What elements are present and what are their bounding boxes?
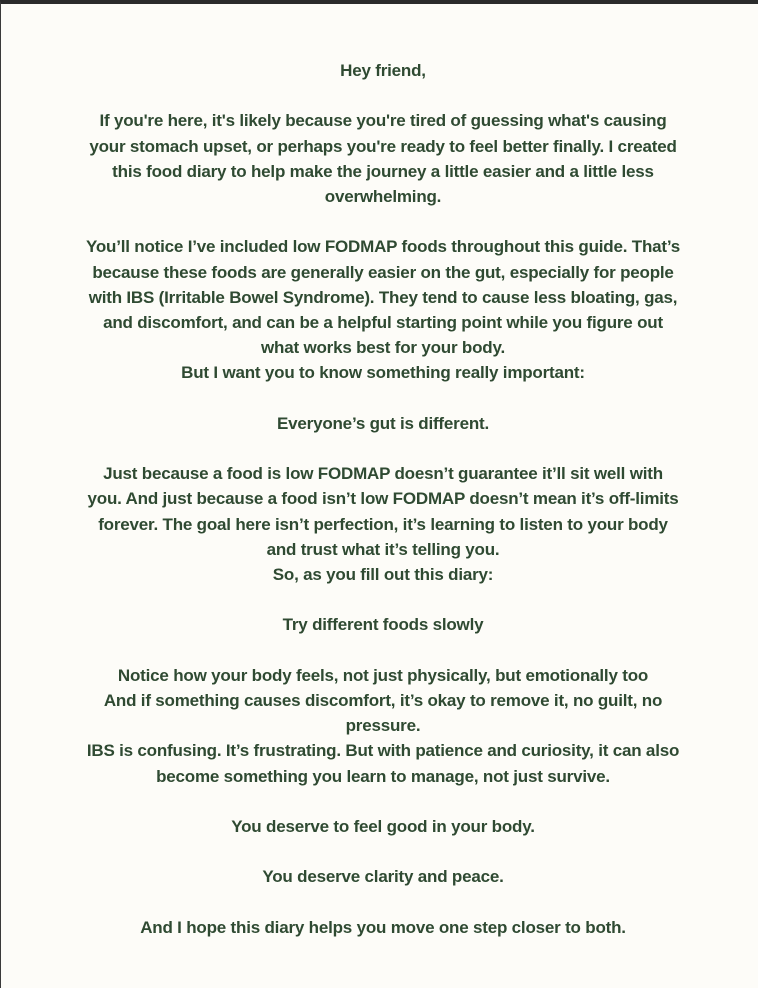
spacer <box>85 436 681 461</box>
spacer <box>85 209 681 234</box>
paragraph-notice-body: Notice how your body feels, not just physically, but emotionally too <box>117 665 649 685</box>
letter-body <box>85 58 681 940</box>
paragraph-fodmap: You’ll notice I’ve included low FODMAP foods throughout this guide. That’s because these foods are generally easier on the gut, especially for people with IBS (Irritable Bowel Syndrome). They tend to cause less bloating, gas, and discomfort, and can be a helpful starting point while you figure out what works best for your body. <box>85 237 681 358</box>
spacer <box>85 890 681 915</box>
spacer <box>85 587 681 612</box>
paragraph-feel-good: You deserve to feel good in your body. <box>231 816 535 836</box>
paragraph-ibs-confusing: IBS is confusing. It’s frustrating. But with patience and curiosity, it can also become something you learn to manage, not just survive. <box>86 741 680 786</box>
spacer <box>85 83 681 108</box>
paragraph-closing: And I hope this diary helps you move one step closer to both. <box>140 917 626 937</box>
greeting: Hey friend, <box>340 61 426 80</box>
paragraph-fill-diary: So, as you fill out this diary: <box>272 565 494 584</box>
paragraph-gut-different: Everyone’s gut is different. <box>277 413 489 433</box>
spacer <box>85 638 681 663</box>
spacer <box>85 789 681 814</box>
paragraph-remove-food: And if something causes discomfort, it’s okay to remove it, no guilt, no pressure. <box>103 690 663 736</box>
paragraph-low-fodmap-note: Just because a food is low FODMAP doesn’t guarantee it’ll sit well with you. And just because a food isn’t low FODMAP doesn’t mean it’s off-limits forever. The goal here isn’t perfection, it’s learning to listen to your body and trust what it’s telling you. <box>87 464 679 559</box>
paragraph-try-foods: Try different foods slowly <box>282 615 484 635</box>
spacer <box>85 386 681 411</box>
spacer <box>85 839 681 864</box>
paragraph-clarity: You deserve clarity and peace. <box>262 867 504 887</box>
paragraph-important: But I want you to know something really important: <box>181 363 585 383</box>
paragraph-intro: If you're here, it's likely because you're tired of guessing what's causing your stomach upset, or perhaps you're ready to feel better finally. I created this food diary to help make the journey a little easier and a little less overwhelming. <box>89 111 677 206</box>
